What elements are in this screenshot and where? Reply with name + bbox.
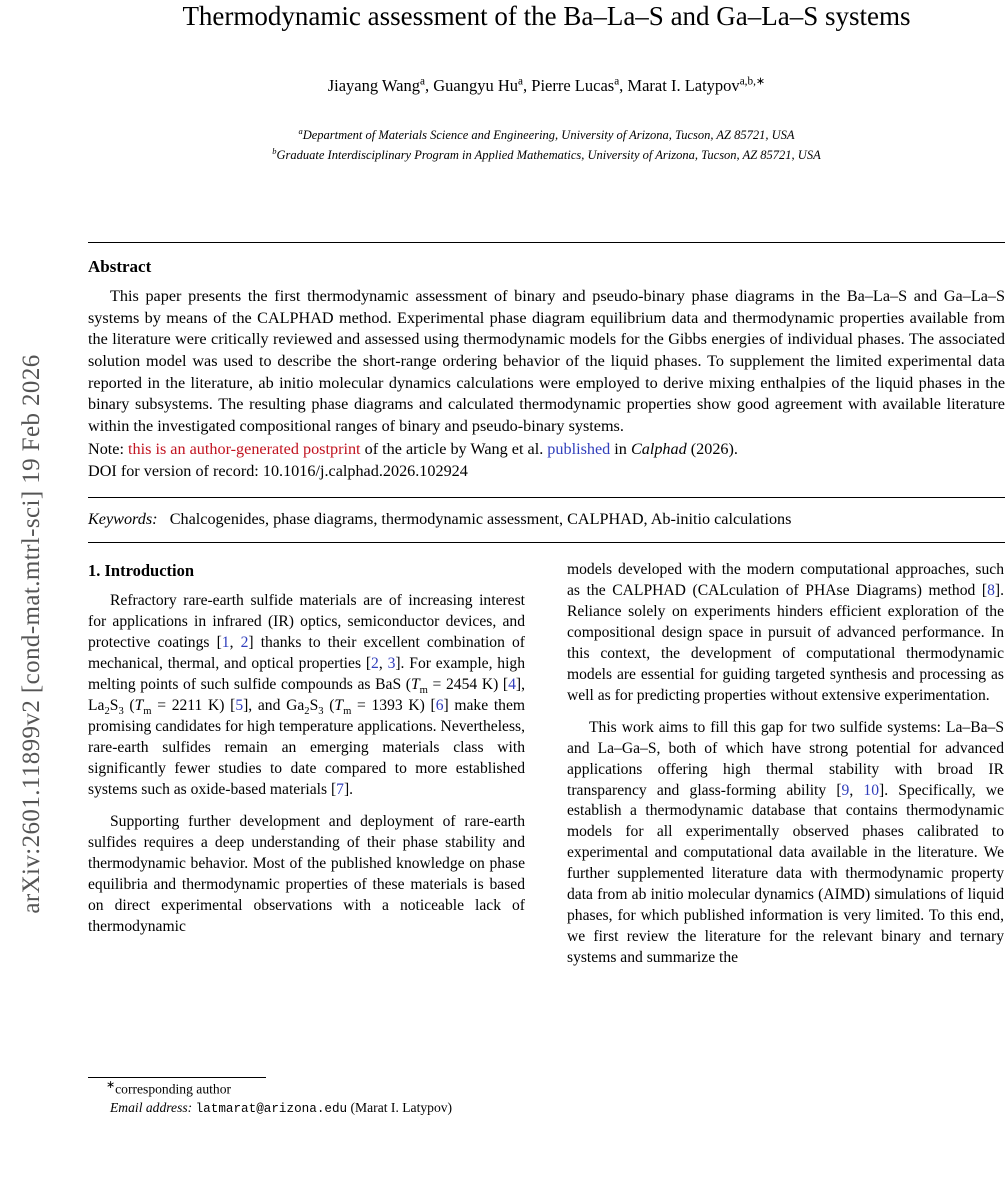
author-1: Jiayang Wang$^a$, [327,75,430,96]
paragraph-intro-3 [567,560,1004,707]
affiliation-a-text: Department of Materials Science and Engineering, University of Arizona, Tucson, AZ 85721, USA [302,128,795,143]
note-postprint-text: this is an author-generated postprint [128,439,361,458]
section-title: Introduction [104,560,195,580]
body-columns [88,560,1005,1120]
paragraph-intro-2: Supporting further development and deployment of rare-earth sulfides requires a deep understanding of their phase stability and thermodynamic behavior. Most of the published knowledge on phase equilibria and thermodynamic properties of these materials is based on direct experimental observations with a noticeable lack of thermodynamic [88,812,525,935]
para4-part-b: ]. Specifically, we establish a thermodynamic database that contains thermodynamic models for all experimentally observed phases calibrated to experimental and computational data available in the literature. We further supplemented literature data with thermodynamic property data from ab initio molecular dynamics (AIMD) simulations of liquid phases, for which published information is very limited. To this end, we first review the literature for the relevant binary and ternary systems and summarize the [567,781,1004,967]
keywords-line [88,509,1005,530]
divider-middle [88,497,1005,498]
note-middle: of the article by Wang et al. [364,439,544,458]
affiliation-block [88,126,1005,165]
citation-7[interactable]: 7 [336,780,344,798]
page-title: Thermodynamic assessment of the Ba–La–S and Ga–La–S systems [182,1,911,31]
paper-content [88,0,1005,1120]
citation-5[interactable]: 5 [235,696,244,714]
author-2-mark: a [518,75,524,88]
left-column [88,560,525,1120]
right-column [567,560,1004,1120]
footnote-email[interactable]: latmarat@arizona.edu [195,1101,348,1117]
para4-part-a: This work aims to fill this gap for two sulfide systems: La–Ba–S and La–Ga–S, both of which have strong potential for advanced applications offering high thermal stability with broad IR transparency and glass-forming ability [ [567,718,1004,799]
citation-2b[interactable]: 2 [371,654,379,672]
paragraph-intro-1: Refractory rare-earth sulfide materials are of increasing interest for applications in infrared (IR) optics, semiconductor devices, and protective coatings [1, 2] thanks to their excellent combination of mechanical, thermal, and optical properties [2, 3]. For example, high melting points of such sulfide compounds as BaS ($T_m = 2454$ K) [4], $La_2S_3$ ($T_m = 2211$ K) [5], and $Ga_2S_3$ ($T_m = 1393$ K) [6] make them promising candidates for high temperature applications. Nevertheless, rare-earth sulfides remain an emerging materials class with significantly fewer studies to date compared to more established systems such as oxide-based materials [7]. [88,592,526,798]
footnote-text [88,1078,525,1117]
para4-sep: , [849,781,864,799]
author-4-mark: a,b,∗ [739,75,766,88]
affiliation-b-text: Graduate Interdisciplinary Program in Applied Mathematics, University of Arizona, Tucson, AZ 85721, USA [276,147,821,162]
affiliation-b-mark: b [272,145,277,156]
note-prefix: Note: [88,439,124,458]
affiliation-a-mark: a [298,126,303,137]
postprint-note [88,439,1005,461]
abstract-heading: Abstract [88,257,152,277]
citation-1[interactable]: 1 [221,633,230,651]
citation-4[interactable]: 4 [508,675,516,693]
divider-top [88,242,1005,243]
citation-10[interactable]: 10 [863,781,879,799]
footnote-block [88,1077,525,1117]
section-heading [88,560,525,582]
doi-line: DOI for version of record: 10.1016/j.calphad.2026.102924 [88,462,468,481]
author-1-mark: a [420,75,425,88]
para3-part-b: ]. Reliance solely on experiments hinders efficient exploration of the compositional design space in pursuit of advanced performance. In this context, the development of computational thermodynamic models are essential for guiding targeted synthesis and processing as well as for predicting properties without extensive experimentation. [567,581,1004,704]
paragraph-intro-4 [567,718,1004,970]
keywords-label: Keywords: [88,509,158,528]
section-number: 1. [88,560,101,580]
note-after-link: in [614,439,627,458]
journal-name: Calphad [630,439,687,458]
footnote-corresponding: corresponding author [115,1081,232,1097]
citation-8[interactable]: 8 [987,581,995,599]
divider-bottom [88,542,1005,543]
citation-6[interactable]: 6 [435,696,444,714]
published-link[interactable]: published [547,439,611,458]
arxiv-stamp: arXiv:2601.11899v2 [cond-mat.mtrl-sci] 19 Feb 2026 [18,354,45,914]
para3-part-a: models developed with the modern computational approaches, such as the CALPHAD (CALculation of PHAse Diagrams) method [ [567,560,1004,599]
keywords-value: Chalcogenides, phase diagrams, thermodynamic assessment, CALPHAD, Ab-initio calculations [169,509,792,528]
author-3: Pierre Lucas$^a$, [531,75,624,96]
citation-9[interactable]: 9 [841,781,850,799]
citation-3[interactable]: 3 [387,654,396,672]
footnote-star: ∗ [106,1079,116,1092]
author-4: Marat I. Latypov$^{a,b,∗}$ [627,75,766,96]
footnote-email-label: Email address: [110,1100,193,1116]
affiliation-b [88,146,1005,165]
author-2: Guangyu Hu$^a$, [433,75,528,96]
author-3-mark: a [614,75,620,88]
journal-year: (2026). [690,439,738,458]
affiliation-a [88,126,1005,145]
author-list [88,76,1005,96]
abstract-body: This paper presents the first thermodynamic assessment of binary and pseudo-binary phase diagrams in the Ba–La–S and Ga–La–S systems by means of the CALPHAD method. Experimental phase diagram equilibrium data and thermodynamic properties available from the literature were critically reviewed and assessed using thermodynamic models for the Gibbs energies of individual phases. The associated solution model was used to describe the short-range ordering behavior of the liquid phases. To supplement the limited experimental data reported in the literature, ab initio molecular dynamics calculations were employed to derive mixing enthalpies of the liquid phases in the binary subsystems. The resulting phase diagrams and calculated thermodynamic properties show good agreement with available literature within the investigated compositional ranges of binary and pseudo-binary systems. [88,287,1005,435]
footnote-email-owner: (Marat I. Latypov) [350,1100,453,1116]
citation-2[interactable]: 2 [240,633,249,651]
